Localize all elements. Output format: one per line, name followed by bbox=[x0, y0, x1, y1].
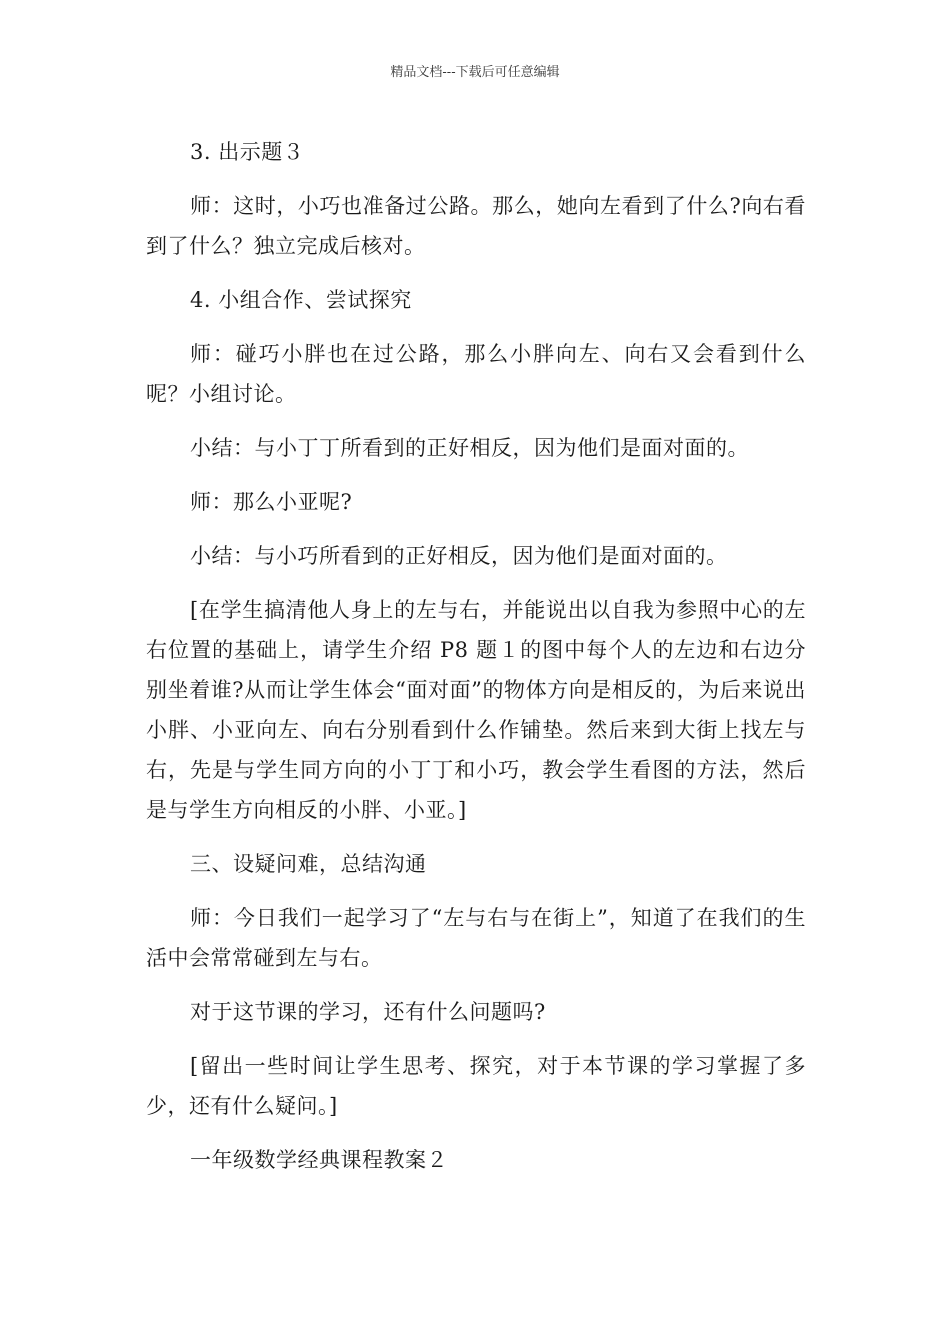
paragraph: 师：那么小亚呢? bbox=[190, 490, 353, 514]
summary-paragraph: 小结：与小巧所看到的正好相反，因为他们是面对面的。 bbox=[190, 544, 728, 568]
item-heading: 4. 小组合作、尝试探究 bbox=[190, 288, 412, 312]
next-lesson-title: 一年级数学经典课程教案２ bbox=[190, 1148, 448, 1172]
design-note-paragraph: [在学生搞清他人身上的左与右，并能说出以自我为参照中心的左右位置的基础上，请学生介绍 P8 题１的图中每个人的左边和右边分别坐着谁?从而让学生体会“面对面”的物体方向是相反的，为后来说出小胖、小亚向左、向右分别看到什么作铺垫。然后来到大街上找左与右，先是与学生同方向的小丁丁和小巧，教会学生看图的方法，然后是与学生方向相反的小胖、小亚。] bbox=[146, 598, 806, 822]
paragraph: 师：碰巧小胖也在过公路，那么小胖向左、向右又会看到什么呢？小组讨论。 bbox=[146, 342, 806, 406]
page-header: 精品文档---下载后可任意编辑 bbox=[390, 65, 560, 80]
section-heading: 三、设疑问难，总结沟通 bbox=[190, 852, 427, 876]
paragraph: 对于这节课的学习，还有什么问题吗? bbox=[190, 1000, 546, 1024]
design-note-paragraph: [留出一些时间让学生思考、探究，对于本节课的学习掌握了多少，还有什么疑问。] bbox=[146, 1054, 806, 1118]
document-body bbox=[146, 132, 806, 1194]
item-heading: 3. 出示题３ bbox=[190, 140, 305, 164]
paragraph: 师：今日我们一起学习了“左与右与在街上”，知道了在我们的生活中会常常碰到左与右。 bbox=[146, 906, 806, 970]
paragraph: 师：这时，小巧也准备过公路。那么，她向左看到了什么?向右看到了什么？独立完成后核对。 bbox=[146, 194, 806, 258]
summary-paragraph: 小结：与小丁丁所看到的正好相反，因为他们是面对面的。 bbox=[190, 436, 749, 460]
